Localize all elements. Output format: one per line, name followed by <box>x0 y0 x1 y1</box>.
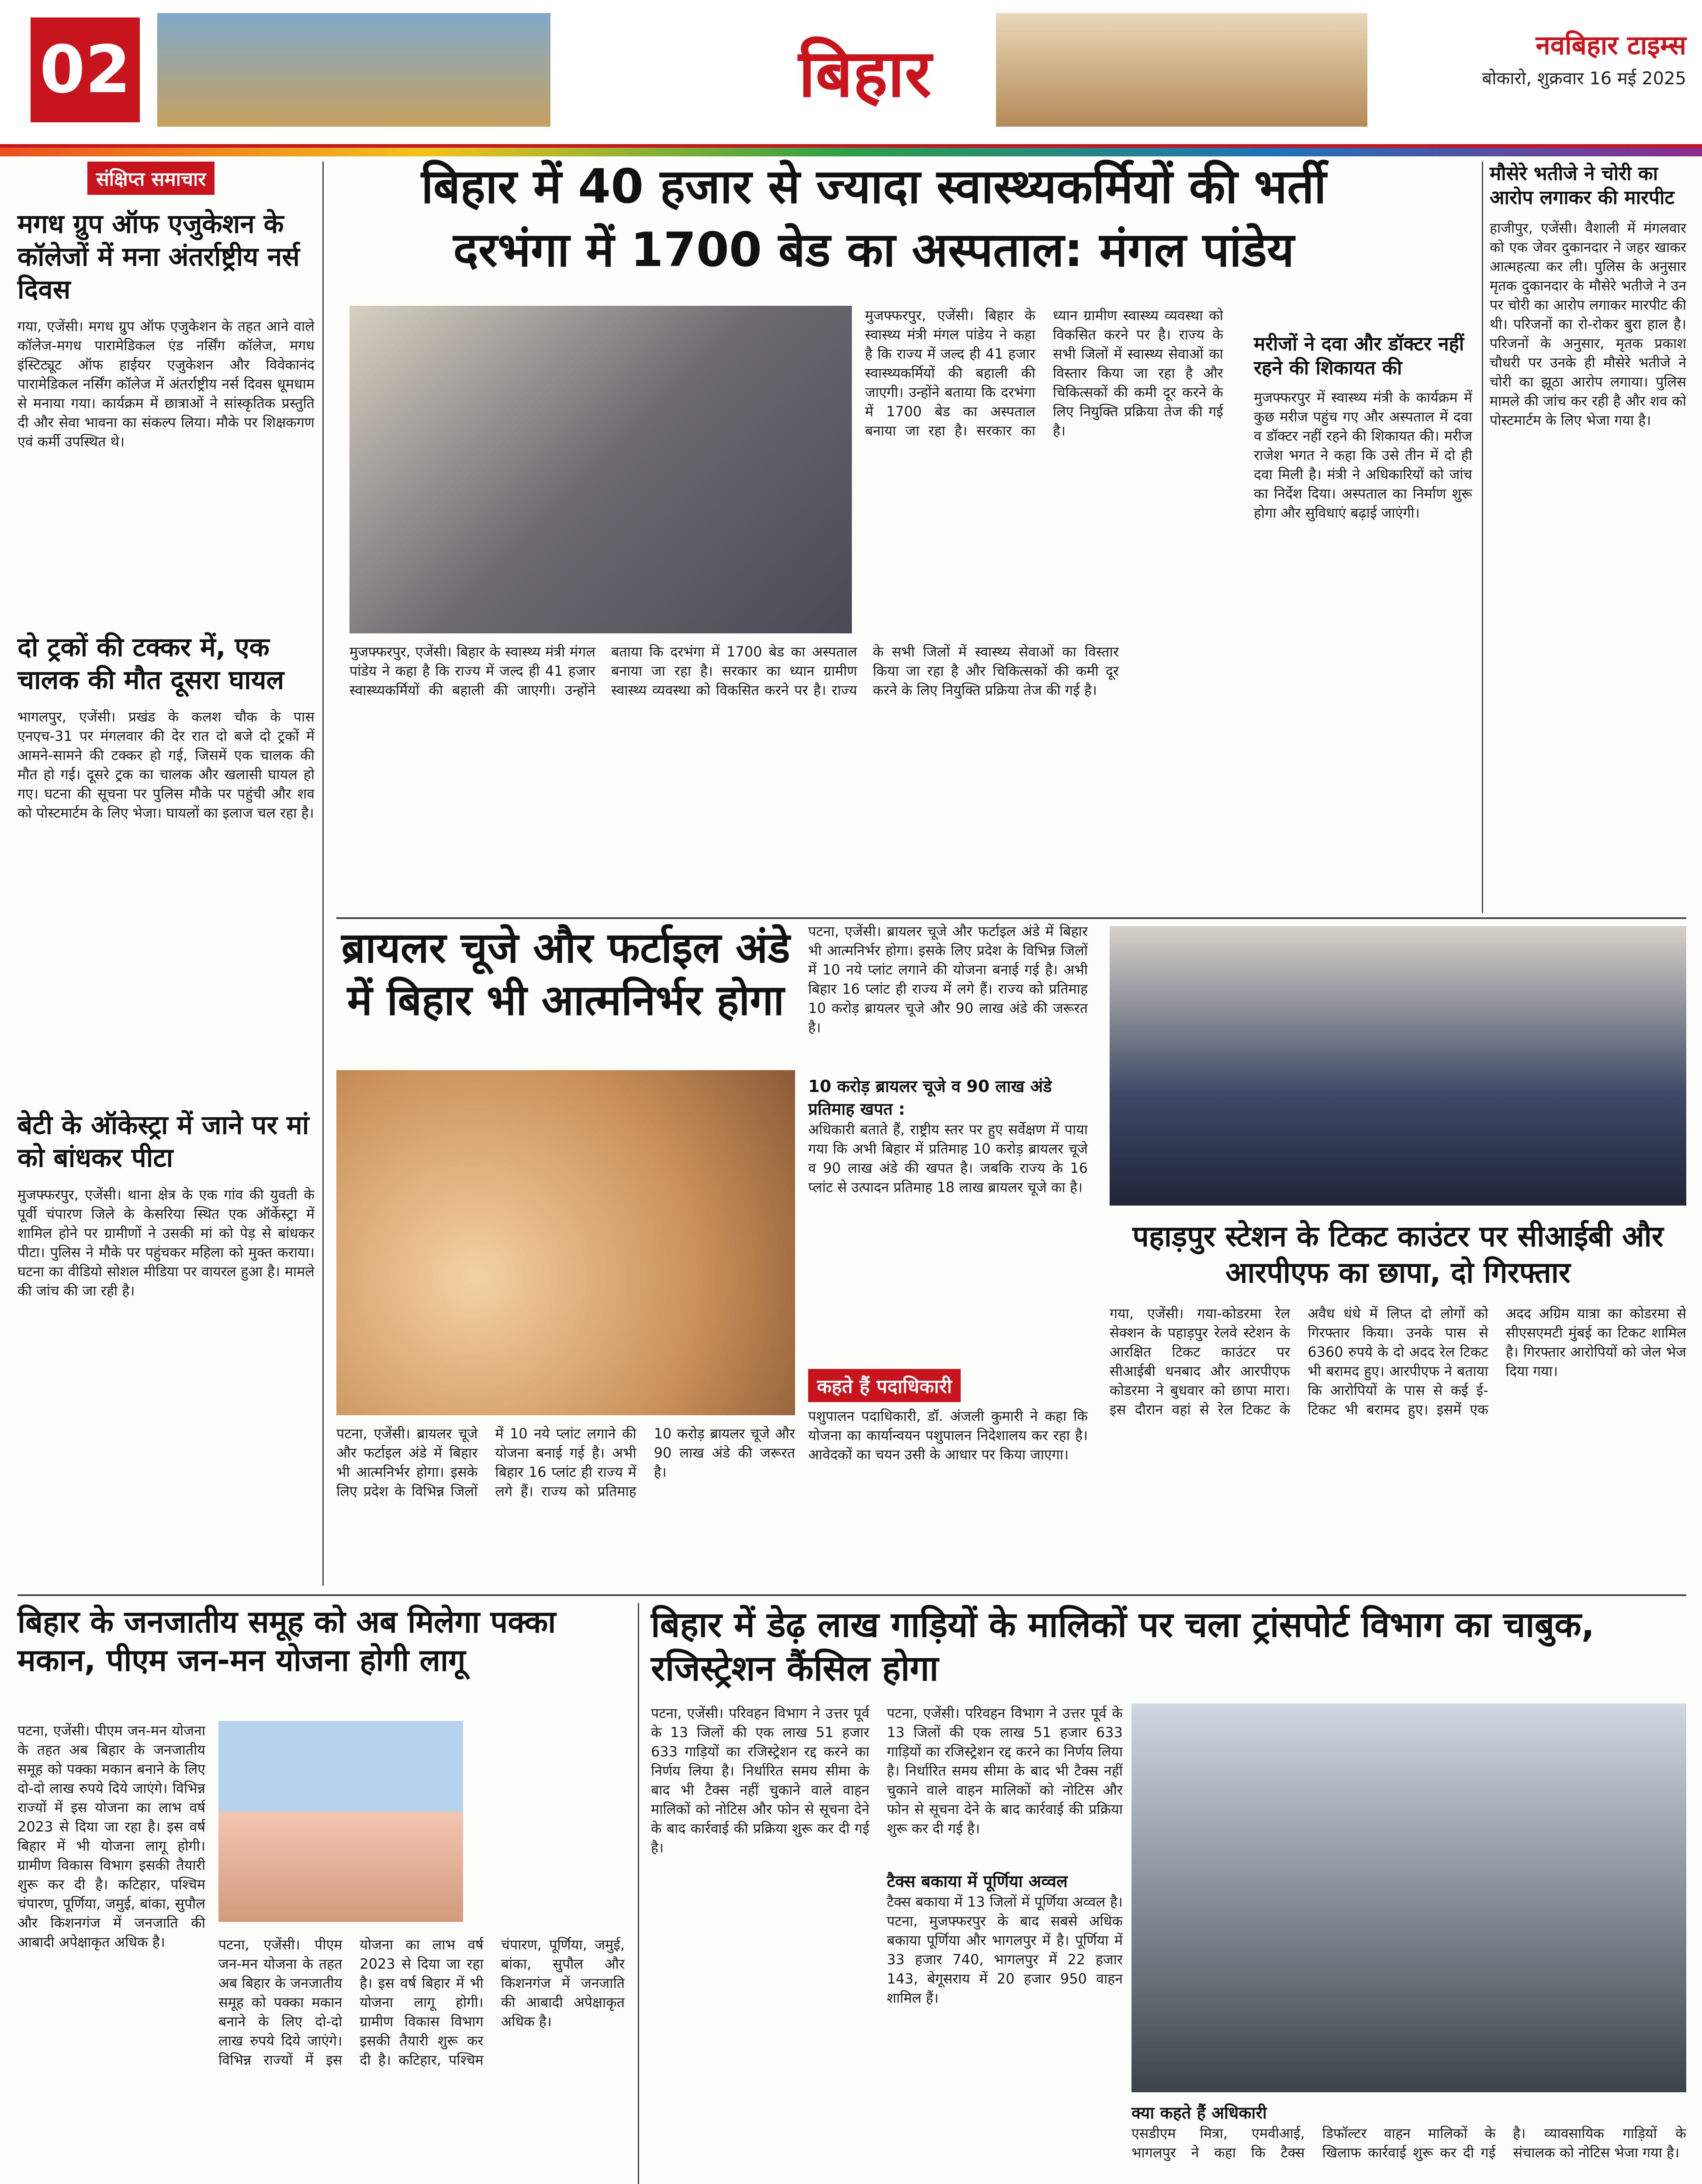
raid-photo <box>1110 926 1686 1206</box>
page-number: 02 <box>31 17 140 122</box>
raid-story <box>1110 1219 1686 1586</box>
poultry-side <box>808 922 1088 1577</box>
transport-officials <box>1131 2101 1686 2184</box>
raid-body: गया, एजेंसी। गया-कोडरमा रेल सेक्शन के पहाड़पुर रेलवे स्टेशन के आरक्षित टिकट काउंटर पर सीआईबी धनबाद और आरपीएफ कोडरमा ने बुधवार को छापा मारा। इस दौरान वहां से रेल टिकट के अवैध धंधे में लिप्त दो लोगों को गिरफ्तार किया। उनके पास से 6360 रुपये के दो अदद रेल टिकट भी बरामद हुए। आरपीएफ ने बताया कि आरोपियों के पास से कई ई-टिकट भी बरामद हुए। इसमें एक अदद अग्रिम यात्रा का कोडरमा से सीएसएमटी मुंबई का टिकट शामिल है। गिरफ्तार आरोपियों को जेल भेज दिया गया। <box>1110 1305 1686 1418</box>
paper-name: नवबिहार टाइम्स <box>1536 30 1686 61</box>
brief-2-title: दो ट्रकों की टक्कर में, एक चालक की मौत दूसरा घायल <box>17 632 284 695</box>
transport-subhead-1: टैक्स बकाया में पूर्णिया अव्वल <box>887 1872 1068 1891</box>
lead-body: मुजफ्फरपुर, एजेंसी। बिहार के स्वास्थ्य मंत्री मंगल पांडेय ने कहा है कि राज्य में जल्द ही 41 हजार स्वास्थ्यकर्मियों की बहाली की जाएगी। उन्होंने बताया कि दरभंगा में 1700 बेड का अस्पताल बनाया जा रहा है। सरकार का ध्यान ग्रामीण स्वास्थ्य व्यवस्था को विकसित करने पर है। राज्य के सभी जिलों में स्वास्थ्य सेवाओं का विस्तार किया जा रहा है और चिकित्सकों की कमी दूर करने के लिए नियुक्ति प्रक्रिया तेज की गई है। <box>349 643 1119 698</box>
transport-story <box>651 1603 1686 2184</box>
transport-mid <box>887 1704 1123 2184</box>
transport-body-mid: पटना, एजेंसी। परिवहन विभाग ने उत्तर पूर्व के 13 जिलों की एक लाख 51 हजार 633 गाड़ियों का रजिस्ट्रेशन रद्द करने का निर्णय लिया है। निर्धारित समय सीमा के बाद भी टैक्स नहीं चुकाने वाले वाहन मालिकों को नोटिस और फोन से सूचना देने के बाद कार्रवाई की प्रक्रिया शुरू कर दी गई है। <box>887 1705 1123 1837</box>
poultry-body-2: अधिकारी बताते हैं, राष्ट्रीय स्तर पर हुए सर्वेक्षण में पाया गया कि अभी बिहार में प्रतिमाह 10 करोड़ ब्रायलर चूजे व 90 लाख अंडे की खपत है। जबकि राज्य के 16 प्लांट से उत्पादन प्रतिमाह 18 लाख ब्रायलर चूजे का है। <box>808 1121 1088 1196</box>
lead-headline-2: दरभंगा में 1700 बेड का अस्पताल: मंगल पांडेय <box>453 223 1294 277</box>
section-divider <box>336 917 1686 919</box>
lead-photo <box>349 306 852 633</box>
column-divider <box>1482 162 1483 913</box>
transport-photo-cars <box>1131 1704 1686 2092</box>
tribal-headline: बिहार के जनजातीय समूह को अब मिलेगा पक्का मकान, पीएम जन-मन योजना होगी लागू <box>17 1604 556 1678</box>
poultry-story <box>336 922 1101 1586</box>
poultry-subhead-2: कहते हैं पदाधिकारी <box>808 1369 961 1402</box>
transport-headline: बिहार में डेढ़ लाख गाड़ियों के मालिकों पर चला ट्रांसपोर्ट विभाग का चाबुक, रजिस्ट्रेशन कैंसिल होगा <box>651 1604 1595 1689</box>
lead-headline-1: बिहार में 40 हजार से ज्यादा स्वास्थ्यकर्मियों की भर्ती <box>421 159 1326 214</box>
masthead-right-illustration <box>996 13 1367 127</box>
tribal-story <box>17 1603 629 2184</box>
masthead <box>0 0 1702 148</box>
brief-column <box>17 162 315 1594</box>
column-divider <box>322 162 324 1586</box>
brief-3-title: बेटी के ऑकेस्ट्रा में जाने पर मां को बांधकर पीटा <box>17 1110 309 1173</box>
lead-sidebar <box>1254 332 1472 913</box>
poultry-subhead-1: 10 करोड़ ब्रायलर चूजे व 90 लाख अंडे प्रतिमाह खपत : <box>808 1077 1052 1119</box>
right-story-body: हाजीपुर, एजेंसी। वैशाली में मंगलवार को एक जेवर दुकानदार ने जहर खाकर आत्महत्या कर ली। पुलिस के अनुसार मृतक दुकानदार के मौसेरे भतीजे ने उन पर चोरी का आरोप लगाकर मारपीट की थी। परिजनों का रो-रोकर बुरा हाल है। परिजनों के अनुसार, मृतक प्रकाश चौधरी पर उनके ही मौसेरे भतीजे ने चोरी का झूठा आरोप लगाया। पुलिस मामले की जांच कर रही है और शव को पोस्टमार्टम के लिए भेजा गया है। <box>1490 220 1686 429</box>
transport-body-3: एसडीएम मित्रा, एमवीआई, भागलपुर ने कहा कि टैक्स डिफॉल्टर वाहन मालिकों के खिलाफ कार्रवाई शुरू कर दी गई है। व्यावसायिक गाड़ियों के संचालक को नोटिस भेजा गया है। <box>1131 2125 1686 2161</box>
poultry-body-right: पटना, एजेंसी। ब्रायलर चूजे और फर्टाइल अंडे में बिहार भी आत्मनिर्भर होगा। इसके लिए प्रदेश के विभिन्न जिलों में 10 नये प्लांट लगाने की योजना बनाई गई है। अभी बिहार 16 प्लांट ही राज्य में लगे हैं। राज्य को प्रतिमाह 10 करोड़ ब्रायलर चूजे और 90 लाख अंडे की जरूरत है। <box>808 923 1088 1036</box>
right-column-story <box>1490 162 1686 913</box>
poultry-photo-eggs <box>336 1070 795 1415</box>
brief-1-title: मगध ग्रुप ऑफ एजुकेशन के कॉलेजों में मना अंतर्राष्ट्रीय नर्स दिवस <box>17 209 300 305</box>
right-story-title: मौसेरे भतीजे ने चोरी का आरोप लगाकर की मारपीट <box>1490 162 1674 209</box>
lead-story <box>336 157 1411 917</box>
raid-headline: पहाड़पुर स्टेशन के टिकट काउंटर पर सीआईबी और आरपीएफ का छापा, दो गिरफ्तार <box>1132 1220 1664 1289</box>
tribal-photo-house <box>218 1721 463 1922</box>
tribal-body-2: पटना, एजेंसी। पीएम जन-मन योजना के तहत अब बिहार के जनजातीय समूह को पक्का मकान बनाने के लिए दो-दो लाख रुपये दिये जाएंगे। विभिन्न राज्यों में इस योजना का लाभ वर्ष 2023 से दिया जा रहा है। इस वर्ष बिहार में भी योजना लागू होगी। ग्रामीण विकास विभाग इसकी तैयारी शुरू कर दी है। कटिहार, पश्चिम चंपारण, पूर्णिया, जमुई, बांका, सुपौल और किशनगंज में जनजाति की आबादी अपेक्षाकृत अधिक है। <box>218 1936 625 2068</box>
sidebar-body: मुजफ्फरपुर में स्वास्थ्य मंत्री के कार्यक्रम में कुछ मरीज पहुंच गए और अस्पताल में दवा व डॉक्टर नहीं रहने की शिकायत की। मरीज राजेश भगत ने कहा कि उसे तीन में दो ही दवा मिली है। मंत्री ने अधिकारियों को जांच का निर्देश दिया। अस्पताल का निर्माण शुरू होगा और सुविधाएं बढ़ाई जाएंगी। <box>1254 389 1472 521</box>
poultry-body: पटना, एजेंसी। ब्रायलर चूजे और फर्टाइल अंडे में बिहार भी आत्मनिर्भर होगा। इसके लिए प्रदेश के विभिन्न जिलों में 10 नये प्लांट लगाने की योजना बनाई गई है। अभी बिहार 16 प्लांट ही राज्य में लगे हैं। राज्य को प्रतिमाह 10 करोड़ ब्रायलर चूजे और 90 लाख अंडे की जरूरत है। <box>336 1425 795 1500</box>
dateline: बोकारो, शुक्रवार 16 मई 2025 <box>1482 69 1686 89</box>
brief-2-body: भागलपुर, एजेंसी। प्रखंड के कलश चौक के पास एनएच-31 पर मंगलवार की देर रात दो बजे दो ट्रकों में आमने-सामने की टक्कर हो गई, जिसमें एक चालक की मौत हो गई। दूसरे ट्रक का चालक और खलासी घायल हो गए। घटना की सूचना पर पुलिस मौके पर पहुंची और शव को पोस्टमार्टम के लिए भेजा। घायलों का इलाज चल रहा है। <box>17 708 315 821</box>
poultry-body-3: पशुपालन पदाधिकारी, डॉ. अंजली कुमारी ने कहा कि योजना का कार्यान्वयन पशुपालन निदेशालय कर रहा है। आवेदकों का चयन उसी के आधार पर किया जाएगा। <box>808 1408 1088 1463</box>
tribal-body-1: पटना, एजेंसी। पीएम जन-मन योजना के तहत अब बिहार के जनजातीय समूह को पक्का मकान बनाने के लिए दो-दो लाख रुपये दिये जाएंगे। विभिन्न राज्यों में इस योजना का लाभ वर्ष 2023 से दिया जा रहा है। इस वर्ष बिहार में भी योजना लागू होगी। ग्रामीण विकास विभाग इसकी तैयारी शुरू कर दी है। कटिहार, पश्चिम चंपारण, पूर्णिया, जमुई, बांका, सुपौल और किशनगंज में जनजाति की आबादी अपेक्षाकृत अधिक है। <box>17 1722 205 1950</box>
color-band <box>0 148 1702 156</box>
masthead-left-illustration <box>157 13 550 127</box>
lead-body-upper: मुजफ्फरपुर, एजेंसी। बिहार के स्वास्थ्य मंत्री मंगल पांडेय ने कहा है कि राज्य में जल्द ही 41 हजार स्वास्थ्यकर्मियों की बहाली की जाएगी। उन्होंने बताया कि दरभंगा में 1700 बेड का अस्पताल बनाया जा रहा है। सरकार का ध्यान ग्रामीण स्वास्थ्य व्यवस्था को विकसित करने पर है। राज्य के सभी जिलों में स्वास्थ्य सेवाओं का विस्तार किया जा रहा है और चिकित्सकों की कमी दूर करने के लिए नियुक्ति प्रक्रिया तेज की गई है। <box>865 307 1223 439</box>
column-divider <box>638 1603 639 2184</box>
brief-3-body: मुजफ्फरपुर, एजेंसी। थाना क्षेत्र के एक गांव की युवती के पूर्वी चंपारण जिले के केसरिया स्थित एक ऑर्केस्ट्रा में शामिल होने पर ग्रामीणों ने उसकी मां को पेड़ से बांधकर पीटा। पुलिस ने मौके पर पहुंचकर महिला को मुक्त कराया। घटना का वीडियो सोशल मीडिया पर वायरल हुआ है। मामले की जांच की जा रही है। <box>17 1186 315 1299</box>
transport-body: पटना, एजेंसी। परिवहन विभाग ने उत्तर पूर्व के 13 जिलों की एक लाख 51 हजार 633 गाड़ियों का रजिस्ट्रेशन रद्द करने का निर्णय लिया है। निर्धारित समय सीमा के बाद भी टैक्स नहीं चुकाने वाले वाहन मालिकों को नोटिस और फोन से सूचना देने के बाद कार्रवाई की प्रक्रिया शुरू कर दी गई है। <box>651 1705 869 1856</box>
section-divider <box>17 1594 1686 1596</box>
brief-1-body: गया, एजेंसी। मगध ग्रुप ऑफ एजुकेशन के तहत आने वाले कॉलेज-मगध पारामेडिकल एंड नर्सिंग कॉलेज, मगध इंस्टिट्यूट ऑफ हाईयर एजुकेशन और विवेकानंद पारामेडिकल नर्सिंग कॉलेज में अंतर्राष्ट्रीय नर्स दिवस धूमधाम से मनाया गया। कार्यक्रम में छात्राओं ने सांस्कृतिक प्रस्तुति दी और सेवा भावना का संकल्प लिया। मौके पर शिक्षकगण एवं कर्मी उपस्थित थे। <box>17 318 315 450</box>
brief-tag: संक्षिप्त समाचार <box>87 162 214 195</box>
sidebar-title: मरीजों ने दवा और डॉक्टर नहीं रहने की शिकायत की <box>1254 333 1464 379</box>
poultry-headline: ब्रायलर चूजे और फर्टाइल अंडे में बिहार भी आत्मनिर्भर होगा <box>341 923 790 1025</box>
transport-body-2: टैक्स बकाया में 13 जिलों में पूर्णिया अव्वल है। पटना, मुजफ्फरपुर के बाद सबसे अधिक बकाया पूर्णिया और भागलपुर में है। पूर्णिया में 33 हजार 740, भागलपुर में 22 हजार 143, बेगूसराय में 20 हजार 950 वाहन शामिल हैं। <box>887 1894 1123 2006</box>
section-title: बिहार <box>798 36 932 112</box>
transport-subhead-2: क्या कहते हैं अधिकारी <box>1131 2103 1267 2122</box>
